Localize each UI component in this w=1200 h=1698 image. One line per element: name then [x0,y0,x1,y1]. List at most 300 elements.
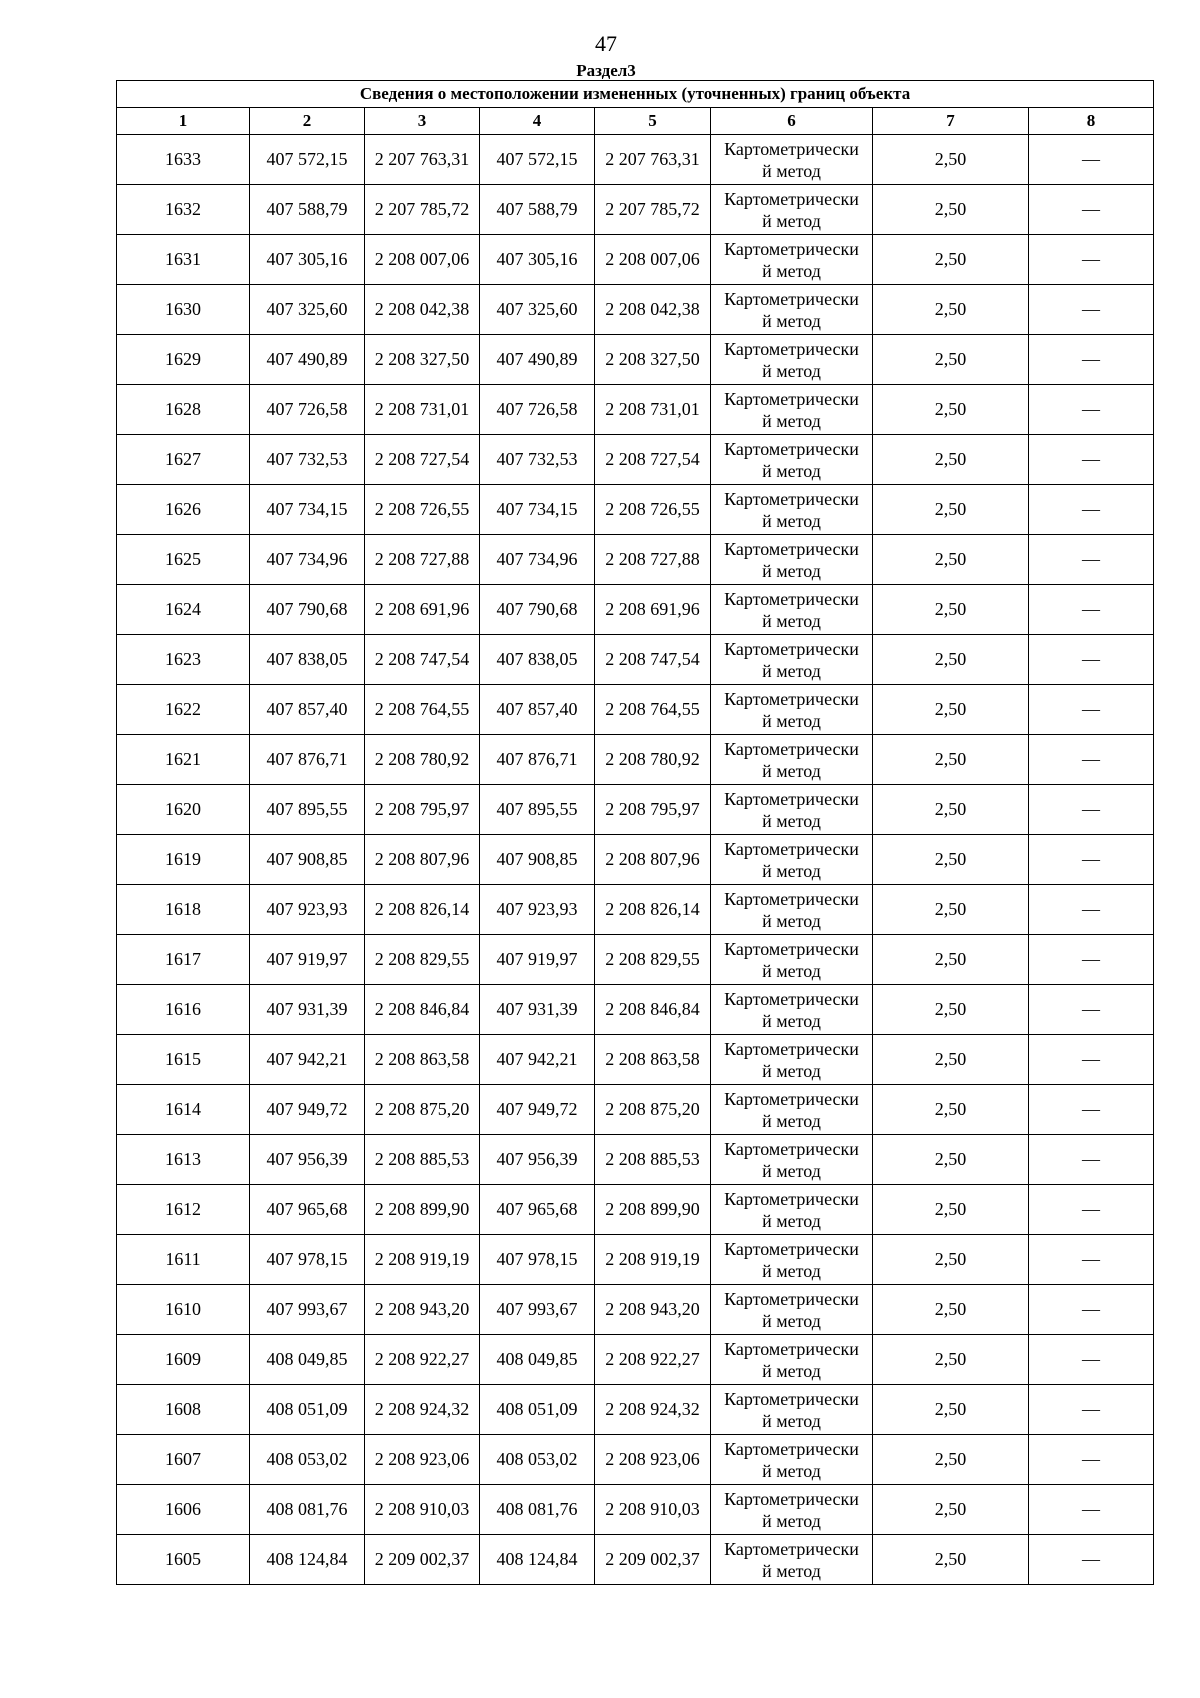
x-coordinate-cell: 407 305,16 [250,235,365,285]
method-text-line-2: й метод [762,510,821,531]
accuracy-cell: 2,50 [873,1185,1029,1235]
x-coordinate-cell: 408 081,76 [480,1485,595,1535]
method-text-line-2: й метод [762,310,821,331]
y-coordinate-cell: 2 208 829,55 [595,935,711,985]
x-coordinate-cell: 407 949,72 [250,1085,365,1135]
accuracy-cell: 2,50 [873,235,1029,285]
point-number-cell: 1605 [117,1535,250,1585]
description-cell: — [1029,935,1154,985]
point-number-cell: 1631 [117,235,250,285]
method-text-line-1: Картометрически [724,638,859,659]
x-coordinate-cell: 407 895,55 [480,785,595,835]
table-row [117,135,1154,185]
x-coordinate-cell: 408 051,09 [480,1385,595,1435]
method-text-line-2: й метод [762,710,821,731]
point-number-cell: 1618 [117,885,250,935]
point-number-cell: 1627 [117,435,250,485]
method-text-line-1: Картометрически [724,838,859,859]
y-coordinate-cell: 2 208 924,32 [365,1385,480,1435]
y-coordinate-cell: 2 208 863,58 [595,1035,711,1085]
accuracy-cell: 2,50 [873,435,1029,485]
method-text-line-2: й метод [762,560,821,581]
method-cell [711,535,873,585]
y-coordinate-cell: 2 208 731,01 [595,385,711,435]
method-cell [711,385,873,435]
x-coordinate-cell: 407 325,60 [480,285,595,335]
method-text-line-2: й метод [762,260,821,281]
x-coordinate-cell: 408 053,02 [250,1435,365,1485]
table-row [117,1435,1154,1485]
description-cell: — [1029,385,1154,435]
point-number-cell: 1612 [117,1185,250,1235]
x-coordinate-cell: 407 895,55 [250,785,365,835]
method-text-line-1: Картометрически [724,1238,859,1259]
method-cell [711,1085,873,1135]
x-coordinate-cell: 407 956,39 [480,1135,595,1185]
table-row [117,985,1154,1035]
point-number-cell: 1624 [117,585,250,635]
y-coordinate-cell: 2 208 875,20 [365,1085,480,1135]
y-coordinate-cell: 2 208 910,03 [595,1485,711,1535]
accuracy-cell: 2,50 [873,935,1029,985]
y-coordinate-cell: 2 208 923,06 [595,1435,711,1485]
accuracy-cell: 2,50 [873,685,1029,735]
y-coordinate-cell: 2 208 726,55 [365,485,480,535]
x-coordinate-cell: 407 923,93 [250,885,365,935]
accuracy-cell: 2,50 [873,385,1029,435]
column-number-6: 6 [711,108,873,135]
x-coordinate-cell: 407 919,97 [250,935,365,985]
y-coordinate-cell: 2 209 002,37 [365,1535,480,1585]
x-coordinate-cell: 407 876,71 [480,735,595,785]
x-coordinate-cell: 407 949,72 [480,1085,595,1135]
accuracy-cell: 2,50 [873,285,1029,335]
method-text-line-2: й метод [762,160,821,181]
description-cell: — [1029,1185,1154,1235]
x-coordinate-cell: 407 978,15 [250,1235,365,1285]
point-number-cell: 1611 [117,1235,250,1285]
method-cell [711,1435,873,1485]
accuracy-cell: 2,50 [873,185,1029,235]
description-cell: — [1029,635,1154,685]
table-row [117,285,1154,335]
y-coordinate-cell: 2 208 807,96 [595,835,711,885]
x-coordinate-cell: 407 942,21 [480,1035,595,1085]
x-coordinate-cell: 407 588,79 [480,185,595,235]
column-number-8: 8 [1029,108,1154,135]
accuracy-cell: 2,50 [873,785,1029,835]
accuracy-cell: 2,50 [873,735,1029,785]
description-cell: — [1029,685,1154,735]
point-number-cell: 1613 [117,1135,250,1185]
description-cell: — [1029,835,1154,885]
method-cell [711,1385,873,1435]
method-text-line-2: й метод [762,410,821,431]
method-text-line-1: Картометрически [724,188,859,209]
method-text-line-2: й метод [762,1460,821,1481]
method-text-line-1: Картометрически [724,1288,859,1309]
table-row [117,485,1154,535]
x-coordinate-cell: 407 572,15 [480,135,595,185]
x-coordinate-cell: 407 857,40 [250,685,365,735]
description-cell: — [1029,1535,1154,1585]
method-text-line-1: Картометрически [724,288,859,309]
method-text-line-1: Картометрически [724,988,859,1009]
method-text-line-2: й метод [762,210,821,231]
x-coordinate-cell: 407 942,21 [250,1035,365,1085]
y-coordinate-cell: 2 209 002,37 [595,1535,711,1585]
accuracy-cell: 2,50 [873,335,1029,385]
point-number-cell: 1628 [117,385,250,435]
table-row [117,1485,1154,1535]
method-text-line-1: Картометрически [724,738,859,759]
method-cell [711,1035,873,1085]
point-number-cell: 1620 [117,785,250,835]
method-cell [711,485,873,535]
x-coordinate-cell: 408 124,84 [480,1535,595,1585]
y-coordinate-cell: 2 208 042,38 [365,285,480,335]
description-cell: — [1029,1235,1154,1285]
table-row [117,1235,1154,1285]
point-number-cell: 1609 [117,1335,250,1385]
description-cell: — [1029,1135,1154,1185]
accuracy-cell: 2,50 [873,1435,1029,1485]
y-coordinate-cell: 2 208 727,88 [365,535,480,585]
y-coordinate-cell: 2 207 785,72 [365,185,480,235]
accuracy-cell: 2,50 [873,135,1029,185]
method-cell [711,985,873,1035]
y-coordinate-cell: 2 208 780,92 [595,735,711,785]
y-coordinate-cell: 2 208 747,54 [365,635,480,685]
table-row [117,435,1154,485]
column-number-3: 3 [365,108,480,135]
method-text-line-1: Картометрически [724,1188,859,1209]
method-text-line-2: й метод [762,1010,821,1031]
method-text-line-2: й метод [762,760,821,781]
method-text-line-1: Картометрически [724,1088,859,1109]
table-row [117,1035,1154,1085]
description-cell: — [1029,435,1154,485]
accuracy-cell: 2,50 [873,635,1029,685]
method-cell [711,1235,873,1285]
y-coordinate-cell: 2 208 327,50 [595,335,711,385]
description-cell: — [1029,1335,1154,1385]
accuracy-cell: 2,50 [873,585,1029,635]
method-text-line-1: Картометрически [724,538,859,559]
x-coordinate-cell: 407 923,93 [480,885,595,935]
y-coordinate-cell: 2 208 727,54 [365,435,480,485]
point-number-cell: 1617 [117,935,250,985]
accuracy-cell: 2,50 [873,1235,1029,1285]
method-text-line-1: Картометрически [724,138,859,159]
method-cell [711,785,873,835]
method-text-line-1: Картометрически [724,438,859,459]
description-cell: — [1029,285,1154,335]
x-coordinate-cell: 407 732,53 [250,435,365,485]
method-text-line-1: Картометрически [724,888,859,909]
method-text-line-1: Картометрически [724,238,859,259]
description-cell: — [1029,585,1154,635]
accuracy-cell: 2,50 [873,535,1029,585]
point-number-cell: 1623 [117,635,250,685]
table-body [117,135,1154,1585]
method-text-line-1: Картометрически [724,1488,859,1509]
x-coordinate-cell: 407 790,68 [250,585,365,635]
x-coordinate-cell: 407 931,39 [250,985,365,1035]
method-cell [711,1335,873,1385]
method-cell [711,235,873,285]
method-text-line-1: Картометрически [724,338,859,359]
method-text-line-1: Картометрически [724,1038,859,1059]
table-row [117,735,1154,785]
point-number-cell: 1626 [117,485,250,535]
y-coordinate-cell: 2 208 807,96 [365,835,480,885]
method-cell [711,735,873,785]
y-coordinate-cell: 2 208 691,96 [595,585,711,635]
method-cell [711,635,873,685]
column-number-1: 1 [117,108,250,135]
x-coordinate-cell: 407 734,15 [480,485,595,535]
table-row [117,335,1154,385]
point-number-cell: 1629 [117,335,250,385]
y-coordinate-cell: 2 208 826,14 [595,885,711,935]
method-text-line-1: Картометрически [724,938,859,959]
method-text-line-1: Картометрически [724,1138,859,1159]
description-cell: — [1029,1085,1154,1135]
method-text-line-1: Картометрически [724,788,859,809]
table-row [117,885,1154,935]
x-coordinate-cell: 407 734,96 [480,535,595,585]
x-coordinate-cell: 408 051,09 [250,1385,365,1435]
x-coordinate-cell: 407 838,05 [480,635,595,685]
y-coordinate-cell: 2 208 846,84 [365,985,480,1035]
accuracy-cell: 2,50 [873,1335,1029,1385]
x-coordinate-cell: 408 124,84 [250,1535,365,1585]
x-coordinate-cell: 408 049,85 [250,1335,365,1385]
method-cell [711,435,873,485]
table-row [117,385,1154,435]
y-coordinate-cell: 2 208 764,55 [365,685,480,735]
accuracy-cell: 2,50 [873,1135,1029,1185]
x-coordinate-cell: 407 965,68 [480,1185,595,1235]
y-coordinate-cell: 2 208 846,84 [595,985,711,1035]
y-coordinate-cell: 2 208 863,58 [365,1035,480,1085]
method-cell [711,935,873,985]
method-cell [711,1285,873,1335]
point-number-cell: 1621 [117,735,250,785]
method-text-line-2: й метод [762,910,821,931]
accuracy-cell: 2,50 [873,485,1029,535]
y-coordinate-cell: 2 208 795,97 [365,785,480,835]
x-coordinate-cell: 407 490,89 [250,335,365,385]
method-cell [711,1485,873,1535]
y-coordinate-cell: 2 208 727,54 [595,435,711,485]
method-text-line-1: Картометрически [724,1438,859,1459]
point-number-cell: 1633 [117,135,250,185]
description-cell: — [1029,485,1154,535]
x-coordinate-cell: 407 978,15 [480,1235,595,1285]
accuracy-cell: 2,50 [873,835,1029,885]
table-row [117,1335,1154,1385]
table-row [117,235,1154,285]
y-coordinate-cell: 2 208 727,88 [595,535,711,585]
x-coordinate-cell: 407 838,05 [250,635,365,685]
method-text-line-1: Картометрически [724,688,859,709]
table-row [117,835,1154,885]
x-coordinate-cell: 407 572,15 [250,135,365,185]
column-number-7: 7 [873,108,1029,135]
table-row [117,1085,1154,1135]
description-cell: — [1029,785,1154,835]
y-coordinate-cell: 2 207 763,31 [365,135,480,185]
y-coordinate-cell: 2 208 747,54 [595,635,711,685]
description-cell: — [1029,1035,1154,1085]
x-coordinate-cell: 407 490,89 [480,335,595,385]
column-number-4: 4 [480,108,595,135]
column-number-row [117,108,1154,135]
x-coordinate-cell: 408 049,85 [480,1335,595,1385]
method-text-line-2: й метод [762,960,821,981]
table-row [117,1285,1154,1335]
x-coordinate-cell: 407 726,58 [480,385,595,435]
point-number-cell: 1616 [117,985,250,1035]
point-number-cell: 1610 [117,1285,250,1335]
accuracy-cell: 2,50 [873,885,1029,935]
y-coordinate-cell: 2 208 795,97 [595,785,711,835]
y-coordinate-cell: 2 208 943,20 [365,1285,480,1335]
table-row [117,585,1154,635]
boundary-coordinates-table [116,80,1154,1585]
method-text-line-2: й метод [762,1210,821,1231]
x-coordinate-cell: 407 325,60 [250,285,365,335]
method-cell [711,285,873,335]
point-number-cell: 1614 [117,1085,250,1135]
method-text-line-1: Картометрически [724,488,859,509]
x-coordinate-cell: 407 857,40 [480,685,595,735]
method-text-line-2: й метод [762,860,821,881]
x-coordinate-cell: 407 588,79 [250,185,365,235]
x-coordinate-cell: 408 053,02 [480,1435,595,1485]
y-coordinate-cell: 2 208 899,90 [595,1185,711,1235]
method-cell [711,135,873,185]
x-coordinate-cell: 407 726,58 [250,385,365,435]
description-cell: — [1029,1485,1154,1535]
point-number-cell: 1619 [117,835,250,885]
accuracy-cell: 2,50 [873,1485,1029,1535]
y-coordinate-cell: 2 208 910,03 [365,1485,480,1535]
point-number-cell: 1625 [117,535,250,585]
method-cell [711,885,873,935]
table-row [117,1385,1154,1435]
y-coordinate-cell: 2 207 785,72 [595,185,711,235]
x-coordinate-cell: 407 993,67 [480,1285,595,1335]
method-cell [711,585,873,635]
method-text-line-2: й метод [762,1260,821,1281]
point-number-cell: 1615 [117,1035,250,1085]
y-coordinate-cell: 2 208 829,55 [365,935,480,985]
x-coordinate-cell: 407 919,97 [480,935,595,985]
description-cell: — [1029,1385,1154,1435]
y-coordinate-cell: 2 208 922,27 [595,1335,711,1385]
method-text-line-1: Картометрически [724,588,859,609]
accuracy-cell: 2,50 [873,985,1029,1035]
method-text-line-2: й метод [762,610,821,631]
description-cell: — [1029,1435,1154,1485]
y-coordinate-cell: 2 208 919,19 [595,1235,711,1285]
y-coordinate-cell: 2 208 919,19 [365,1235,480,1285]
y-coordinate-cell: 2 208 875,20 [595,1085,711,1135]
method-text-line-2: й метод [762,810,821,831]
method-text-line-2: й метод [762,1360,821,1381]
description-cell: — [1029,135,1154,185]
accuracy-cell: 2,50 [873,1085,1029,1135]
x-coordinate-cell: 407 908,85 [480,835,595,885]
method-text-line-2: й метод [762,1110,821,1131]
x-coordinate-cell: 407 956,39 [250,1135,365,1185]
description-cell: — [1029,235,1154,285]
x-coordinate-cell: 408 081,76 [250,1485,365,1535]
table-row [117,685,1154,735]
method-text-line-2: й метод [762,1160,821,1181]
y-coordinate-cell: 2 208 922,27 [365,1335,480,1385]
y-coordinate-cell: 2 208 007,06 [365,235,480,285]
y-coordinate-cell: 2 208 885,53 [595,1135,711,1185]
x-coordinate-cell: 407 734,96 [250,535,365,585]
table-row [117,535,1154,585]
y-coordinate-cell: 2 208 691,96 [365,585,480,635]
x-coordinate-cell: 407 734,15 [250,485,365,535]
description-cell: — [1029,1285,1154,1335]
method-text-line-2: й метод [762,660,821,681]
section-title: Раздел3 [576,61,636,80]
page-number: 47 [595,31,617,56]
x-coordinate-cell: 407 732,53 [480,435,595,485]
table-row [117,1135,1154,1185]
table-row [117,635,1154,685]
point-number-cell: 1630 [117,285,250,335]
table-caption: Сведения о местоположении измененных (уточненных) границ объекта [117,81,1154,108]
description-cell: — [1029,335,1154,385]
method-cell [711,1535,873,1585]
description-cell: — [1029,985,1154,1035]
accuracy-cell: 2,50 [873,1385,1029,1435]
x-coordinate-cell: 407 790,68 [480,585,595,635]
x-coordinate-cell: 407 965,68 [250,1185,365,1235]
x-coordinate-cell: 407 931,39 [480,985,595,1035]
method-text-line-2: й метод [762,460,821,481]
x-coordinate-cell: 407 993,67 [250,1285,365,1335]
method-cell [711,1185,873,1235]
y-coordinate-cell: 2 208 780,92 [365,735,480,785]
column-number-5: 5 [595,108,711,135]
x-coordinate-cell: 407 908,85 [250,835,365,885]
y-coordinate-cell: 2 208 899,90 [365,1185,480,1235]
method-text-line-2: й метод [762,360,821,381]
method-cell [711,335,873,385]
y-coordinate-cell: 2 208 327,50 [365,335,480,385]
point-number-cell: 1606 [117,1485,250,1535]
x-coordinate-cell: 407 876,71 [250,735,365,785]
y-coordinate-cell: 2 208 007,06 [595,235,711,285]
method-text-line-2: й метод [762,1310,821,1331]
table-row [117,1535,1154,1585]
point-number-cell: 1622 [117,685,250,735]
x-coordinate-cell: 407 305,16 [480,235,595,285]
method-cell [711,835,873,885]
method-text-line-2: й метод [762,1510,821,1531]
method-cell [711,1135,873,1185]
method-text-line-2: й метод [762,1410,821,1431]
